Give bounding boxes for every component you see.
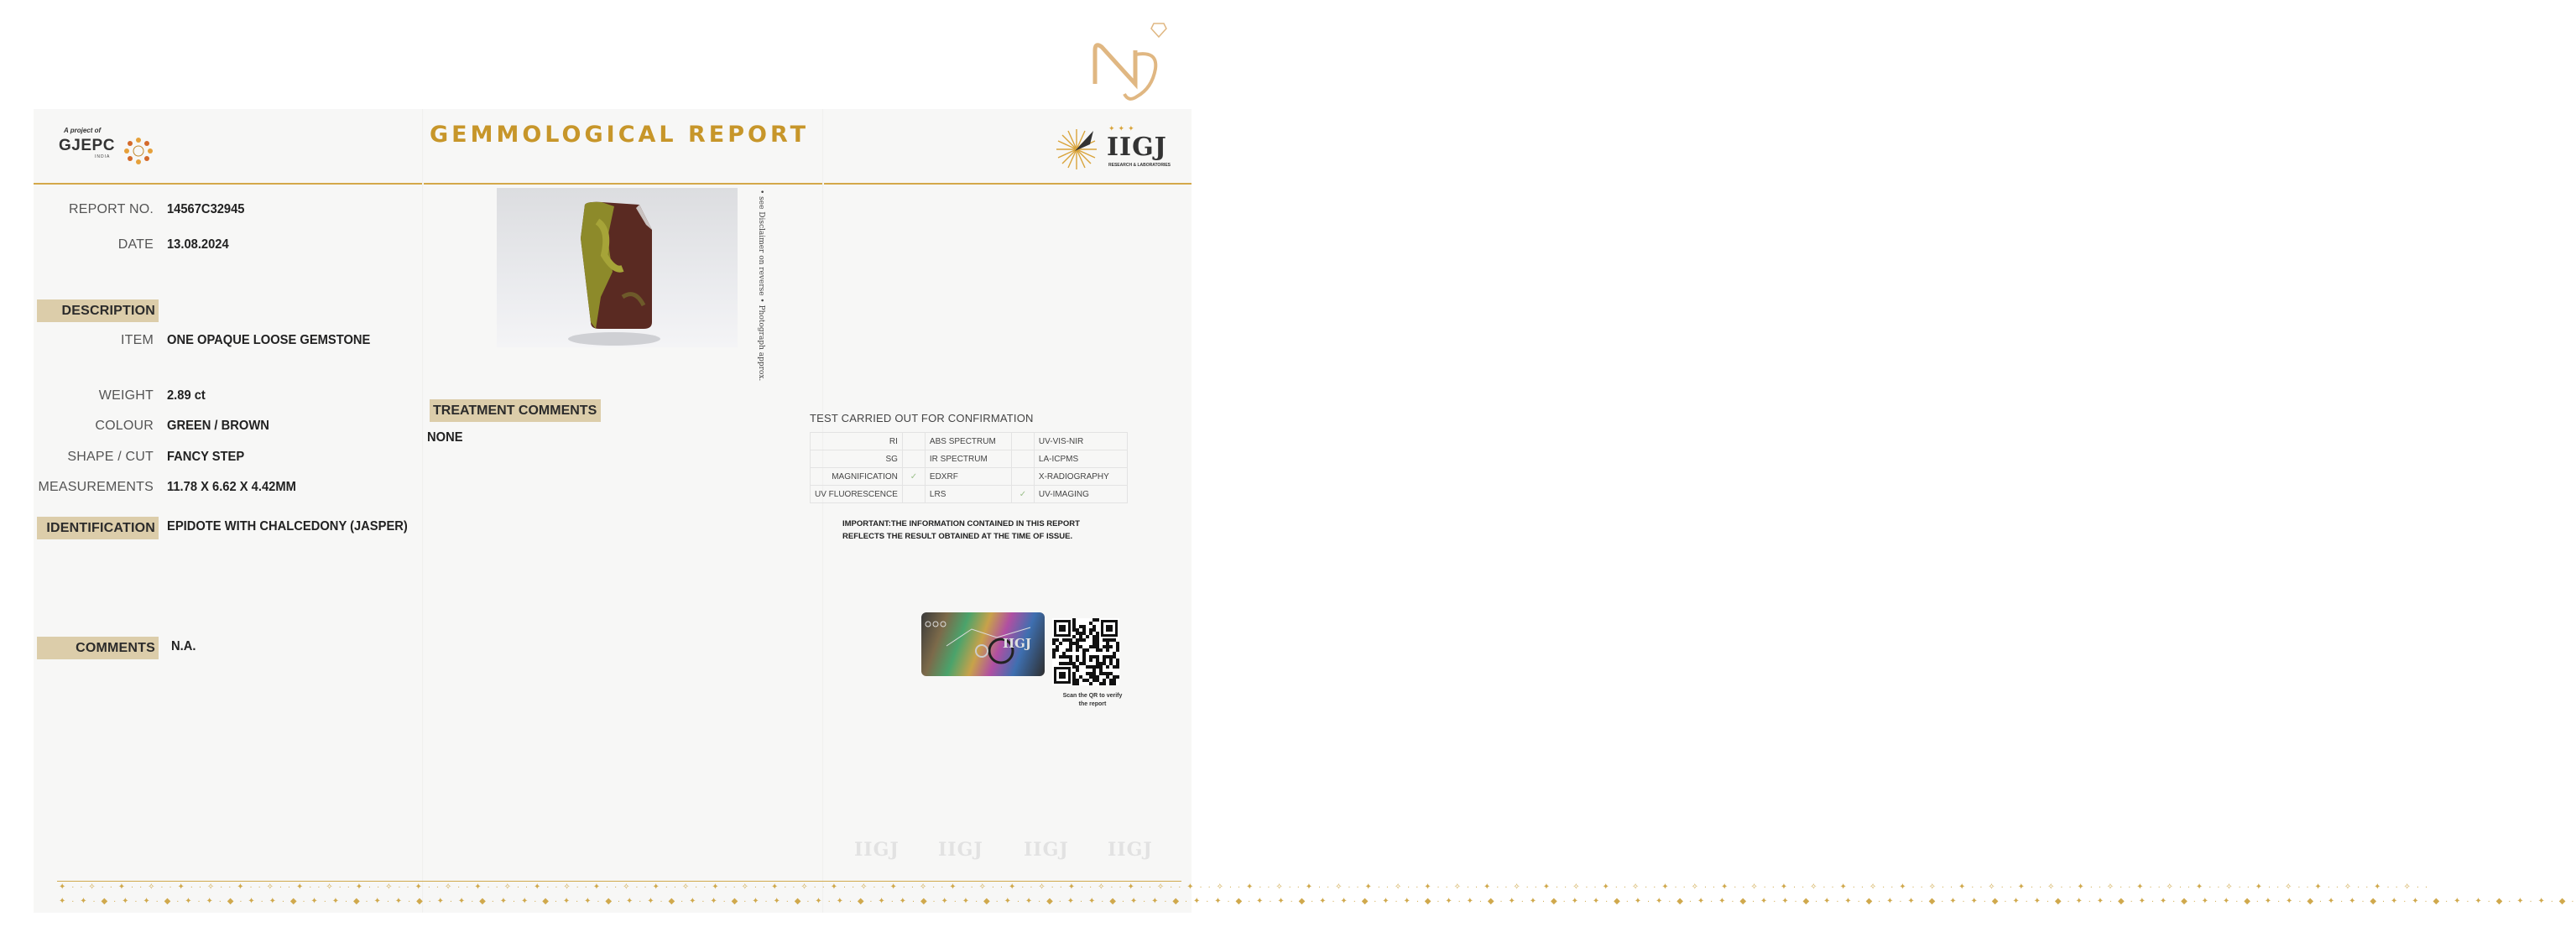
colour-value: GREEN / BROWN	[167, 419, 269, 433]
nj-monogram-logo	[1087, 17, 1171, 109]
tests-row	[811, 486, 1128, 503]
comments-heading: COMMENTS	[37, 637, 159, 659]
check-icon	[1011, 468, 1034, 486]
header-rule-left	[34, 183, 422, 185]
tests-table	[810, 432, 1128, 503]
tests-row	[811, 468, 1128, 486]
test-name: ABS SPECTRUM	[925, 433, 1011, 450]
tests-title: TEST CARRIED OUT FOR CONFIRMATION	[810, 412, 1034, 424]
weight-value: 2.89 ct	[167, 388, 206, 403]
footer-ornament-row-1: ✦ · · ✧ · · ✦ · · ✧ · · ✦ · · ✧ · · ✦ · · ✧ · · ✦ · · ✧ · · ✦ · · ✧ · · ✦ · · ✧ · · ✦ · · ✧ · · ✦ · · ✧ · · ✦ · · ✧ · · ✦ · · ✧ · · ✦ · · ✧ · · ✦ · · ✧ · · ✦ · · ✧ · · ✦ · · ✧ · · ✦ · · ✧ · · ✦ · · ✧ · · ✦ · · ✧ · · ✦ · · ✧ · · ✦ · · ✧ · · ✦ · · ✧ · · ✦ · · ✧ · · ✦ · · ✧ · · ✦ · · ✧ · · ✦ · · ✧ · · ✦ · · ✧ · · ✦ · · ✧ · · ✦ · · ✧ · · ✦ · · ✧ · · ✦ · · ✧ · · ✦ · · ✧ · · ✦ · · ✧ · · ✦ · · ✧ · · ✦ · · ✧ · · ✦ · · ✧ · · ✦ · · ✧ · · ✦ · · ✧ · · ✦ · · ✧ · · ✦ · · ✧ · · ✦ · · ✧ · ·	[59, 882, 2430, 892]
gjepc-emblem-icon	[122, 136, 155, 166]
shape-label: SHAPE / CUT	[67, 450, 154, 464]
measurements-label: MEASUREMENTS	[38, 480, 154, 494]
iigj-logo	[1053, 124, 1187, 176]
comments-value: N.A.	[171, 639, 196, 653]
check-icon	[902, 450, 925, 468]
test-name: UV-IMAGING	[1034, 486, 1127, 503]
item-value: ONE OPAQUE LOOSE GEMSTONE	[167, 333, 371, 347]
test-name: UV-VIS-NIR	[1034, 433, 1127, 450]
gjepc-tagline: A project of	[64, 127, 102, 134]
fold-line-2	[822, 109, 824, 913]
treatment-heading: TREATMENT COMMENTS	[430, 399, 601, 422]
gjepc-logo-text: GJEPC	[59, 137, 115, 154]
test-name: EDXRF	[925, 468, 1011, 486]
measurements-value: 11.78 X 6.62 X 4.42MM	[167, 480, 296, 494]
colour-label: COLOUR	[95, 419, 154, 433]
identification-heading: IDENTIFICATION	[37, 517, 159, 539]
iigj-stars: ✦✦✦	[1108, 124, 1138, 133]
footer-ornament-row-2: ✦ · ✦ · ◆ · ✦ · ✦ · ◆ · ✦ · ✦ · ◆ · ✦ · ✦ · ◆ · ✦ · ✦ · ◆ · ✦ · ✦ · ◆ · ✦ · ✦ · ◆ · ✦ · ✦ · ◆ · ✦ · ✦ · ◆ · ✦ · ✦ · ◆ · ✦ · ✦ · ◆ · ✦ · ✦ · ◆ · ✦ · ✦ · ◆ · ✦ · ✦ · ◆ · ✦ · ✦ · ◆ · ✦ · ✦ · ◆ · ✦ · ✦ · ◆ · ✦ · ✦ · ◆ · ✦ · ✦ · ◆ · ✦ · ✦ · ◆ · ✦ · ✦ · ◆ · ✦ · ✦ · ◆ · ✦ · ✦ · ◆ · ✦ · ✦ · ◆ · ✦ · ✦ · ◆ · ✦ · ✦ · ◆ · ✦ · ✦ · ◆ · ✦ · ✦ · ◆ · ✦ · ✦ · ◆ · ✦ · ✦ · ◆ · ✦ · ✦ · ◆ · ✦ · ✦ · ◆ · ✦ · ✦ · ◆ · ✦ · ✦ · ◆ · ✦ · ✦ · ◆ · ✦ · ✦ · ◆ · ✦ · ✦ · ◆ · ✦ · ✦ · ◆ · ✦ · ✦ · ◆ · ✦ · ✦ · ◆ ·	[59, 897, 2576, 906]
test-name: UV FLUORESCENCE	[811, 486, 903, 503]
check-icon: ✓	[902, 468, 925, 486]
item-label: ITEM	[120, 333, 154, 347]
identification-value: EPIDOTE WITH CHALCEDONY (JASPER)	[167, 519, 408, 534]
iigj-subtitle: RESEARCH & LABORATORIES	[1108, 163, 1171, 168]
test-name: LRS	[925, 486, 1011, 503]
important-notice	[842, 518, 1119, 543]
test-name: RI	[811, 433, 903, 450]
report-no-label: REPORT NO.	[69, 202, 154, 216]
tests-row	[811, 433, 1128, 450]
qr-scan-note: Scan the QR to verify the report	[1062, 693, 1123, 707]
fold-line-1	[422, 109, 424, 913]
check-icon	[902, 433, 925, 450]
photo-disclaimer: • see Disclaimer on reverse • Photograph approx.	[757, 190, 765, 382]
page-title: GEMMOLOGICAL REPORT	[430, 122, 809, 148]
important-text: THE INFORMATION CONTAINED IN THIS REPORT REFLECTS THE RESULT OBTAINED AT THE TIME OF ISSUE.	[842, 519, 1080, 541]
header-rule-mid	[424, 183, 822, 185]
hologram-text: IIGJ	[1003, 636, 1031, 651]
date-value: 13.08.2024	[167, 237, 229, 252]
weight-label: WEIGHT	[98, 388, 154, 403]
test-name: SG	[811, 450, 903, 468]
gjepc-country: INDIA	[95, 154, 111, 159]
header-rule-right	[824, 183, 1192, 185]
report-no-value: 14567C32945	[167, 202, 245, 216]
treatment-value: NONE	[427, 430, 463, 445]
watermark-1: IIGJ	[854, 839, 900, 861]
watermark-3: IIGJ	[1024, 839, 1069, 861]
check-icon: ✓	[1011, 486, 1034, 503]
description-heading: DESCRIPTION	[37, 299, 159, 322]
watermark-2: IIGJ	[938, 839, 983, 861]
check-icon	[1011, 433, 1034, 450]
test-name: IR SPECTRUM	[925, 450, 1011, 468]
qr-code[interactable]	[1052, 618, 1119, 685]
test-name: MAGNIFICATION	[811, 468, 903, 486]
check-icon	[1011, 450, 1034, 468]
iigj-logo-text: IIGJ	[1107, 133, 1167, 162]
shape-value: FANCY STEP	[167, 450, 245, 464]
check-icon	[902, 486, 925, 503]
gemstone-photo	[497, 188, 738, 347]
watermark-4: IIGJ	[1108, 839, 1153, 861]
tests-row	[811, 450, 1128, 468]
important-label: IMPORTANT:	[842, 519, 891, 528]
test-name: LA-ICPMS	[1034, 450, 1127, 468]
date-label: DATE	[117, 237, 154, 252]
test-name: X-RADIOGRAPHY	[1034, 468, 1127, 486]
footer-rule	[57, 881, 1181, 882]
iigj-sunburst-icon	[1053, 126, 1100, 173]
